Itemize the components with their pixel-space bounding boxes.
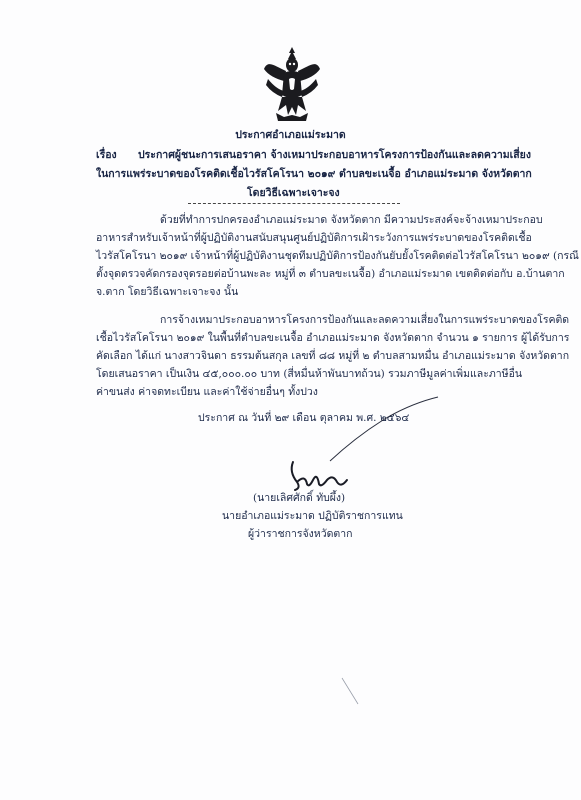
signer-name: (นายเลิศศักดิ์ ทับผึ้ง) — [253, 492, 346, 504]
announcement-date: ประกาศ ณ วันที่ ๒๙ เดือน ตุลาคม พ.ศ. ๒๕๖๔ — [198, 412, 410, 424]
handwritten-signature — [283, 458, 353, 492]
signer-position: นายอำเภอแม่ระมาด ปฏิบัติราชการแทน — [222, 510, 403, 522]
paragraph-1-line: จ.ตาก โดยวิธีเฉพาะเจาะจง นั้น — [96, 286, 239, 298]
signer-authority: ผู้ว่าราชการจังหวัดตาก — [248, 528, 353, 540]
paragraph-1-line: ตั้งจุดตรวจคัดกรองจุดรอยต่อบ้านพะละ หมู่ที่ ๓ ตำบลขะเนจื้อ) อำเภอแม่ระมาด เขตติดต่อกับ อ.บ้านตาก — [96, 268, 565, 280]
subject-line-2: ในการแพร่ระบาดของโรคติดเชื้อไวรัสโคโรนา ๒๐๑๙ ตำบลขะเนจื้อ อำเภอแม่ระมาด จังหวัดตาก — [96, 168, 532, 180]
document-title: ประกาศอำเภอแม่ระมาด — [235, 129, 346, 141]
paragraph-1-line: ด้วยที่ทำการปกครองอำเภอแม่ระมาด จังหวัดตาก มีความประสงค์จะจ้างเหมาประกอบ — [160, 214, 543, 226]
paragraph-1-line: ไวรัสโคโรนา ๒๐๑๙ เจ้าหน้าที่ผู้ปฏิบัติงานชุดทีมปฏิบัติการป้องกันยับยั้งโรคติดต่อไวรัสโคโรนา ๒๐๑๙ (กรณี — [96, 250, 579, 262]
subject-line-3: โดยวิธีเฉพาะเจาะจง — [247, 187, 340, 199]
stray-mark — [340, 676, 360, 706]
paragraph-1-line: อาหารสำหรับเจ้าหน้าที่ผู้ปฏิบัติงานสนับสนุนศูนย์ปฏิบัติการเฝ้าระวังการแพร่ระบาดของโรคติดเชื้อ — [96, 232, 532, 244]
paragraph-2-line: ค่าขนส่ง ค่าจดทะเบียน และค่าใช้จ่ายอื่นๆ ทั้งปวง — [96, 386, 318, 398]
paragraph-2-line: คัดเลือก ได้แก่ นางสาวจินดา ธรรมต้นสกุล เลขที่ ๘๘ หมู่ที่ ๒ ตำบลสามหมื่น อำเภอแม่ระมาด จังหวัดตาก — [96, 350, 570, 362]
paragraph-2-line: การจ้างเหมาประกอบอาหารโครงการป้องกันและลดความเสี่ยงในการแพร่ระบาดของโรคติด — [160, 314, 570, 326]
garuda-emblem-icon — [262, 45, 322, 123]
subject-line-1: ประกาศผู้ชนะการเสนอราคา จ้างเหมาประกอบอาหารโครงการป้องกันและลดความเสี่ยง — [138, 149, 531, 161]
separator-line — [188, 203, 400, 204]
paragraph-2-line: เชื้อไวรัสโคโรนา ๒๐๑๙ ในพื้นที่ตำบลขะเนจื้อ อำเภอแม่ระมาด จังหวัดตาก จำนวน ๑ รายการ ผู้ได้รับการ — [96, 332, 570, 344]
subject-label: เรื่อง — [96, 149, 117, 161]
pen-stroke-mark — [328, 395, 440, 463]
paragraph-2-line: โดยเสนอราคา เป็นเงิน ๔๕,๐๐๐.๐๐ บาท (สี่หมื่นห้าพันบาทถ้วน) รวมภาษีมูลค่าเพิ่มและภาษีอื่น — [96, 368, 523, 380]
